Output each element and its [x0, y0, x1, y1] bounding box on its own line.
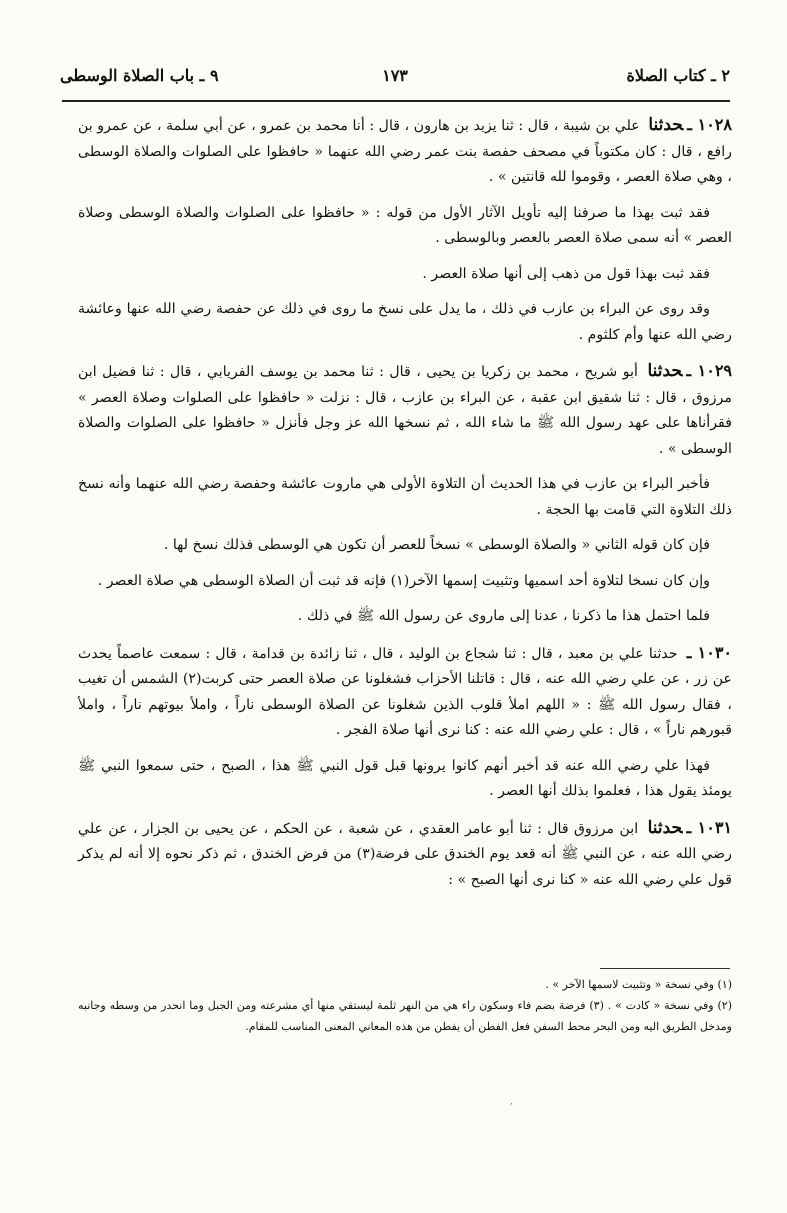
commentary-paragraph: فقد ثبت بهذا قول من ذهب إلى أنها صلاة العصر . — [422, 265, 710, 282]
hadith-1030 — [78, 640, 732, 744]
commentary-paragraph: فهذا علي رضي الله عنه قد أخبر أنهم كانوا يرونها قبل قول النبي ﷺ هذا ، الصبح ، حتى سمعوا النبي ﷺ يومئذ يقول هذا ، فعلموا بذلك أنها العصر . — [78, 757, 732, 799]
header-divider — [62, 100, 730, 102]
scan-mark: ′ — [510, 1101, 513, 1115]
hadith-1029 — [78, 358, 732, 462]
commentary-paragraph: فقد ثبت بهذا ما صرفنا إليه تأويل الآثار الأول من قوله : « حافظوا على الصلوات والصلاة الوسطى وصلاة العصر » أنه سمى صلاة العصر بالعصر وبالوسطى . — [78, 204, 732, 246]
commentary-paragraph: فلما احتمل هذا ما ذكرنا ، عدنا إلى ماروى عن رسول الله ﷺ في ذلك . — [297, 608, 710, 624]
hadith-number: ١٠٣٠ ـ — [686, 642, 733, 662]
commentary-paragraph: وإن كان نسخا لتلاوة أحد اسميها وتثبيت إسمها الآخر(١) فإنه قد ثبت أن الصلاة الوسطى هي صلاة العصر . — [97, 572, 710, 589]
hadith-number: ١٠٢٨ ـ — [687, 115, 732, 134]
commentary-paragraph: فإن كان قوله الثاني « والصلاة الوسطى » نسخاً للعصر أن تكون هي الوسطى فذلك نسخ لها . — [163, 537, 710, 553]
paragraph-text: علي بن شيبة ، قال : ثنا يزيد بن هارون ، قال : أنا محمد بن عمرو ، عن أبي سلمة ، عن عمرو بن رافع ، قال : كان مكتوباً في مصحف حفصة بنت عمر رضي الله عنهما « حافظوا على الصلوات والصلاة الوسطى ، وهي صلاة العصر ، وقوموا لله قانتين » . — [78, 118, 732, 185]
hadith-lead: حدثنا — [647, 817, 683, 838]
chapter-title: ٩ ـ باب الصلاة الوسطى — [60, 66, 219, 85]
book-title: ٢ ـ كتاب الصلاة — [626, 66, 730, 85]
commentary-paragraph: وقد روى عن البراء بن عازب في ذلك ، ما يدل على نسخ ما روى في ذلك عن حفصة رضي الله عنها وعائشة رضي الله عنها وأم كلثوم . — [78, 301, 732, 343]
hadith-lead: حدثنا — [647, 361, 683, 381]
page-number: ١٧٣ — [382, 66, 408, 85]
commentary-paragraph: فأخبر البراء بن عازب في هذا الحديث أن التلاوة الأولى هي ماروت عائشة وحفصة رضي الله عنهما وأنه نسخ ذلك التلاوة التي قامت بها الحجة . — [78, 476, 732, 518]
paragraph-text: أبو شريح ، محمد بن زكريا بن يحيى ، قال : ثنا محمد بن يوسف الفريابي ، قال : ثنا فضيل ابن مرزوق ، قال : ثنا شقيق ابن عقبة ، عن البراء بن عازب ، قال : نزلت « حافظوا على الصلوات وصلاة العصر » فقرأناها على عهد رسول الله ﷺ ما شاء الله ، ثم نسخها الله عز وجل فأنزل « حافظوا على الصلوات والصلاة الوسطى » . — [78, 364, 732, 457]
hadith-1028 — [78, 112, 732, 191]
paragraph-text: حدثنا علي بن معبد ، قال : ثنا شجاع بن الوليد ، قال ، ثنا زائدة بن قدامة ، قال : سمعت عاصماً يحدث عن زر ، عن علي رضي الله عنه ، قال : قاتلنا الأحزاب فشغلونا عن صلاة العصر حتى كربت(٢) الشمس أن تغيب ، فقال رسول الله ﷺ : « اللهم املأ قلوب الذين شغلونا عن الصلاة الوسطى ناراً ، واملأ بيوتهم ناراً ، واملأ قبورهم ناراً » ، قال : علي رضي الله عنه : كنا نرى أنها صلاة الفجر . — [78, 645, 732, 738]
footnote-divider — [600, 968, 730, 969]
main-text — [78, 112, 732, 903]
hadith-number: ١٠٣١ ـ — [686, 817, 733, 837]
paragraph-text: ابن مرزوق قال : ثنا أبو عامر العقدي ، عن شعبة ، عن الحكم ، عن يحيى بن الجزار ، عن علي رضي الله عنه ، عن النبي ﷺ أنه قعد يوم الخندق على فرضة(٣) من فرض الخندق ، ثم ذكر نحوه إلا أنه لم يذكر قول علي رضي الله عنه « كنا نرى أنها الصبح » : — [78, 820, 732, 888]
page-header — [60, 60, 730, 94]
hadith-1031 — [78, 815, 732, 894]
footnote: (٢) وفي نسخة « كادت » . (٣) فرضة بضم فاء وسكون راء هي من النهر ثلمة ليستقي منها أي مشرعته ومن الجبل وما انحدر من وسطه وجانبه ومدخل الطريق اليه ومن البحر محط السفن فعل الفطن أن يفطن من هذه المعاني المعنى المناسب للمقام. — [78, 999, 732, 1033]
footnote: (١) وفي نسخة « وتثبيت لاسمها الآخر » . — [545, 978, 732, 991]
footnotes — [78, 974, 732, 1037]
hadith-lead: حدثنا — [648, 115, 684, 135]
hadith-number: ١٠٢٩ ـ — [686, 361, 732, 380]
